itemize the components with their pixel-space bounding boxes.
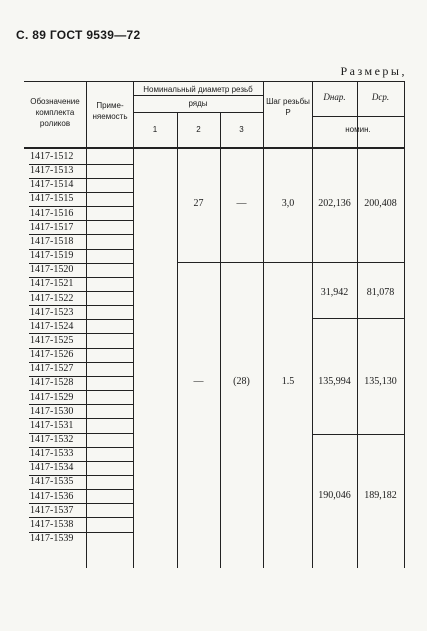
- header-row-1: 1: [152, 125, 158, 134]
- table-row: 1417-1537: [30, 504, 74, 516]
- table-row: 1417-1527: [30, 363, 74, 375]
- rows-header-divider: [133, 112, 263, 113]
- group2-row2-value: —: [193, 376, 204, 387]
- table-row: 1417-1525: [30, 334, 74, 346]
- col-divider-5: [263, 81, 264, 568]
- group1-pitch: 3,0: [281, 198, 295, 209]
- group2-d-sr: 135,130: [364, 376, 397, 387]
- header-rows: ряды: [188, 99, 208, 108]
- group1-d-sr: 200,408: [364, 198, 397, 209]
- table-row: 1417-1539: [30, 533, 74, 545]
- table-row: 1417-1528: [30, 377, 74, 389]
- table-top-border: [24, 81, 405, 82]
- table-row: 1417-1530: [30, 405, 74, 417]
- header-nomin: номин.: [345, 125, 371, 134]
- page-header: С. 89 ГОСТ 9539—72: [16, 28, 141, 42]
- col-divider-3: [177, 112, 178, 568]
- table-row: 1417-1517: [30, 221, 74, 233]
- table-row: 1417-1535: [30, 476, 74, 488]
- group2-d-nar: 135,994: [318, 376, 351, 387]
- section-title: Размеры,: [340, 64, 407, 78]
- table-row: 1417-1520: [30, 264, 74, 276]
- group-separator-3: [312, 434, 404, 435]
- table-row: 1417-1536: [30, 490, 74, 502]
- col-divider-4: [220, 112, 221, 568]
- table-row: 1417-1515: [30, 193, 74, 205]
- col-divider-2: [133, 81, 134, 568]
- table-row: 1417-1534: [30, 462, 74, 474]
- table-row: 1417-1526: [30, 349, 74, 361]
- header-bottom-border: [24, 147, 405, 149]
- dims-header-divider: [312, 116, 405, 117]
- group-separator-1: [177, 262, 404, 263]
- header-pitch: Шаг резьбы P: [266, 97, 310, 117]
- group3-d-nar: 190,046: [318, 490, 351, 501]
- group2-row3-value: (28): [233, 376, 250, 387]
- header-application: Приме-няемость: [92, 101, 128, 121]
- group3-d-sr: 189,182: [364, 490, 397, 501]
- header-nominal-diameter: Номинальный диаметр резьб: [143, 85, 253, 94]
- table-row: 1417-1538: [30, 518, 74, 530]
- table-row: 1417-1518: [30, 235, 74, 247]
- group2-pitch: 1.5: [281, 376, 295, 387]
- diameter-header-divider: [133, 95, 263, 96]
- group1-row2-value: 27: [193, 198, 204, 209]
- table-row: 1417-1519: [30, 250, 74, 262]
- table-row: 1417-1529: [30, 391, 74, 403]
- header-row-3: 3: [239, 125, 244, 134]
- table-row: 1417-1512: [30, 151, 74, 162]
- table-row: 1417-1513: [30, 165, 74, 177]
- table-row: 1417-1532: [30, 434, 74, 445]
- header-row-2: 2: [196, 125, 201, 134]
- table-row: 1417-1514: [30, 179, 74, 191]
- table-row: 1417-1516: [30, 207, 74, 219]
- group1-row3-value: —: [236, 198, 247, 209]
- table-row: 1417-1522: [30, 292, 74, 304]
- col-divider-1: [86, 81, 87, 568]
- table-row: 1417-1523: [30, 306, 74, 318]
- table-row: 1417-1524: [30, 320, 74, 332]
- col-divider-8: [404, 81, 405, 568]
- group2-top-d-sr: 81,078: [366, 287, 395, 298]
- header-d-nar: Dнар.: [323, 92, 346, 102]
- table-row: 1417-1533: [30, 448, 74, 460]
- header-designation: Обозначение комплекта роликов: [30, 97, 80, 128]
- header-d-sr: Dср.: [371, 92, 390, 102]
- table-row: 1417-1531: [30, 419, 74, 431]
- table-row: 1417-1521: [30, 278, 74, 290]
- group1-d-nar: 202,136: [318, 198, 351, 209]
- group2-top-d-nar: 31,942: [320, 287, 349, 298]
- group-separator-2: [312, 318, 404, 319]
